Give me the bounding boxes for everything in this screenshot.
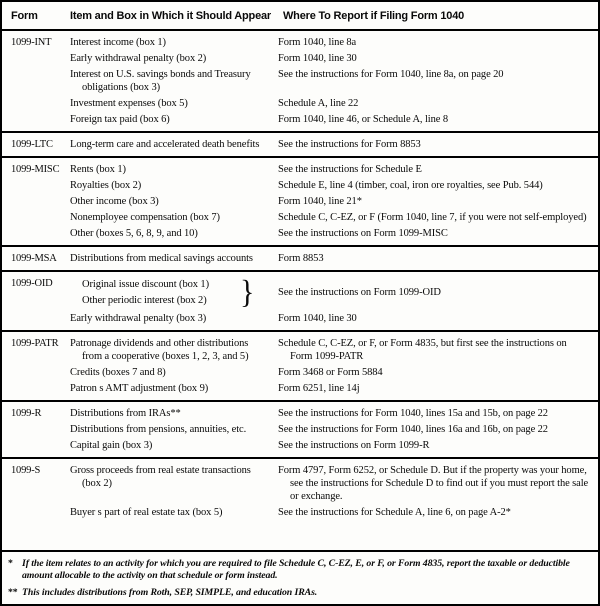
where-cell: Schedule A, line 22 [278,97,359,109]
footnotes-block [2,550,598,604]
table-row [2,250,598,266]
form-label-spacer [2,366,70,379]
item-cell: Investment expenses (box 5) [70,97,188,109]
item-cell: Other (boxes 5, 6, 8, 9, and 10) [70,227,198,239]
item-cell: Distributions from medical savings accounts [70,252,253,264]
item-cell: Distributions from IRAs** [70,407,181,419]
where-cell: Schedule E, line 4 (timber, coal, iron ore royalties, see Pub. 544) [278,179,543,191]
braced-item-lines [82,277,232,309]
form-label-spacer [2,68,70,94]
where-cell: See the instructions for Form 1040, lines 15a and 15b, on page 22 [278,407,548,419]
footnote-text: If the item relates to an activity for which you are required to file Schedule C, C-EZ, E, or F, or Form 4835, report the taxable or deductible amount allocable to the activity on that schedule or form instead. [22,558,570,581]
form-label: 1099-PATR [11,337,59,349]
where-cell: See the instructions on Form 1099-MISC [278,227,448,239]
where-cell: Schedule C, C-EZ, or F (Form 1040, line 7, if you were not self-employed) [278,211,587,223]
where-cell: Form 1040, line 8a [278,36,357,48]
table-row [2,95,598,111]
table-row [2,437,598,453]
form-label-spacer [2,195,70,208]
table-row [2,335,598,364]
form-label-spacer [2,423,70,436]
form-label: 1099-MISC [11,163,60,175]
table-row [2,50,598,66]
table-row [2,310,598,326]
item-cell: Royalties (box 2) [70,179,142,191]
section-1099-s [2,457,598,524]
header-where-column: Where To Report if Filing Form 1040 [283,10,465,22]
form-label: 1099-MSA [11,252,57,264]
where-cell: Form 1040, line 46, or Schedule A, line 8 [278,113,449,125]
table-row [2,111,598,127]
table-row [2,177,598,193]
section-1099-msa [2,245,598,270]
table-row [2,209,598,225]
section-1099-patr [2,330,598,400]
item-cell: Other income (box 3) [70,195,159,207]
table-row [2,380,598,396]
form-label: 1099-R [11,407,42,419]
where-cell: Form 1040, line 30 [278,52,357,64]
item-cell: Original issue discount (box 1) [82,279,209,290]
footnote-single-asterisk [8,558,590,582]
item-cell: Foreign tax paid (box 6) [70,113,170,125]
item-cell: Credits (boxes 7 and 8) [70,366,166,378]
item-cell: Interest income (box 1) [70,36,166,48]
form-label: 1099-LTC [11,138,53,150]
item-cell: Rents (box 1) [70,163,126,175]
section-1099-misc [2,156,598,245]
table-row [2,225,598,241]
item-cell: Patron s AMT adjustment (box 9) [70,382,209,394]
item-cell: Patronage dividends and other distributions from a cooperative (boxes 1, 2, 3, and 5) [70,337,249,362]
table-row [2,364,598,380]
table-row [2,193,598,209]
table-row [2,34,598,50]
table-row [2,161,598,177]
footnote-marker: * [8,558,13,569]
where-cell: Form 3468 or Form 5884 [278,366,383,378]
form-label-spacer [2,312,70,325]
form-label-spacer [2,97,70,110]
form-label-spacer [2,211,70,224]
brace-glyph: } [240,274,255,310]
footnote-text: This includes distributions from Roth, SEP, SIMPLE, and education IRAs. [22,587,318,598]
footnote-double-asterisk [8,587,590,599]
table-header-row [2,2,598,31]
item-cell: Gross proceeds from real estate transactions (box 2) [70,464,251,489]
form-label: 1099-S [11,464,41,476]
form-label-spacer [2,506,70,519]
table-row [2,504,598,520]
item-cell: Interest on U.S. savings bonds and Treasury obligations (box 3) [70,68,251,93]
item-cell: Long-term care and accelerated death benefits [70,138,260,150]
form-label: 1099-INT [11,36,52,48]
table-row [2,136,598,152]
table-row [2,66,598,95]
form-label: 1099-OID [11,277,53,289]
where-cell: See the instructions for Schedule E [278,163,422,175]
where-cell: Form 1040, line 21* [278,195,362,207]
form-label-spacer [2,52,70,65]
where-cell: See the instructions on Form 1099-OID [278,287,441,298]
header-item-column: Item and Box in Which it Should Appear [70,10,271,22]
form-label-spacer [2,382,70,395]
item-cell-group [70,274,278,310]
where-cell: See the instructions for Form 1040, lines 16a and 16b, on page 22 [278,423,548,435]
form-label-spacer [2,113,70,126]
where-cell: Form 4797, Form 6252, or Schedule D. But if the property was your home, see the instructions for Schedule D to find out if you must report the sale or exchange. [278,464,589,502]
item-cell: Distributions from pensions, annuities, etc. [70,423,247,435]
item-cell: Capital gain (box 3) [70,439,153,451]
item-cell: Other periodic interest (box 2) [82,295,207,306]
where-cell: Form 8853 [278,252,324,264]
section-1099-ltc [2,131,598,156]
section-1099-int [2,31,598,131]
item-cell: Early withdrawal penalty (box 2) [70,52,207,64]
header-form-column: Form [11,10,38,22]
item-cell: Buyer s part of real estate tax (box 5) [70,506,223,518]
where-cell: See the instructions for Form 1040, line 8a, on page 20 [278,68,504,80]
where-cell: Form 6251, line 14j [278,382,360,394]
form-label-spacer [2,227,70,240]
footnote-marker: ** [8,587,18,598]
where-cell: See the instructions for Form 8853 [278,138,421,150]
item-cell: Early withdrawal penalty (box 3) [70,312,207,324]
form-label-spacer [2,179,70,192]
table-row [2,421,598,437]
section-1099-oid [2,270,598,330]
table-row [2,405,598,421]
section-1099-r [2,400,598,457]
where-cell: See the instructions on Form 1099-R [278,439,430,451]
where-cell: Form 1040, line 30 [278,312,357,324]
item-cell: Nonemployee compensation (box 7) [70,211,220,223]
table-row-braced-group [2,275,598,310]
form-label-spacer [2,439,70,452]
table-row [2,462,598,504]
where-cell: See the instructions for Schedule A, line 6, on page A-2* [278,506,511,518]
where-cell: Schedule C, C-EZ, or F, or Form 4835, but first see the instructions on Form 1099-PATR [278,337,567,362]
